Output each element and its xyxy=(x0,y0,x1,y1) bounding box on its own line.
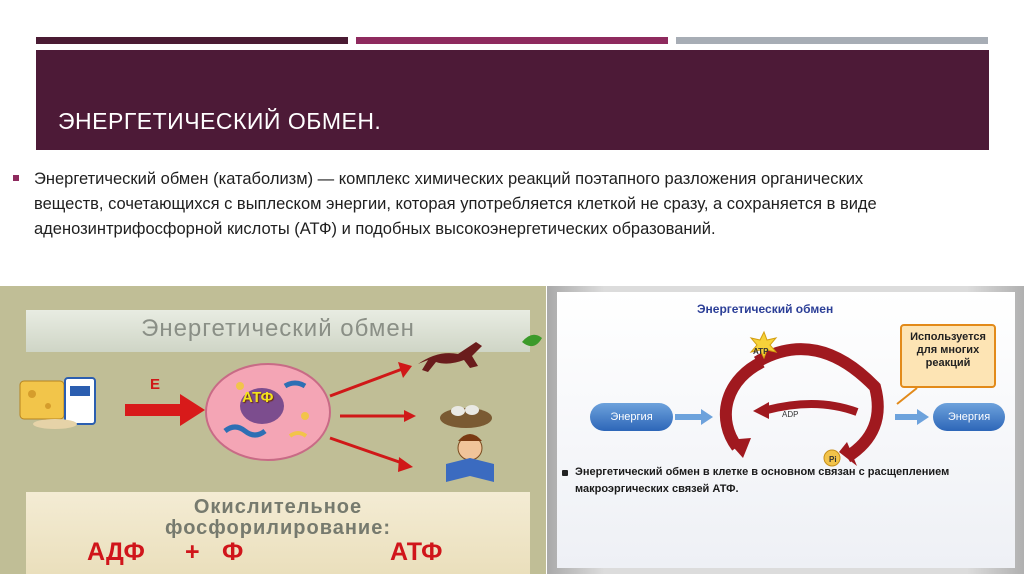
right-panel xyxy=(557,292,1015,568)
adp-label: ADP xyxy=(782,410,799,419)
equation-plus: + xyxy=(185,538,200,566)
top-stripe-accent xyxy=(356,37,668,44)
subtitle-line-2: фосфорилирование: xyxy=(164,517,392,539)
pi-label: Pi xyxy=(829,455,837,464)
callout-pointer xyxy=(897,388,917,404)
title-bar xyxy=(36,50,989,150)
body-paragraph: Энергетический обмен (катаболизм) — комплекс химических реакций поэтапного разложения органических веществ, сочетающихся с выплеском энергии, которая употребляется клеткой не сразу, а сохраняется в виде аденозинтрифосфорной кислоты (АТФ) и подобных высокоэнергетических образований. xyxy=(34,170,877,238)
equation-panel xyxy=(26,492,530,574)
callout-line-1: Используется xyxy=(910,331,986,343)
energy-in-pill: Энергия xyxy=(590,403,673,431)
energy-arrow-icon xyxy=(125,394,205,426)
equation-atp: АТФ xyxy=(390,538,443,566)
arrow-to-animal xyxy=(330,368,405,396)
equation-phosphate: Ф xyxy=(222,538,244,566)
leaf-icon xyxy=(522,335,542,346)
right-illustration xyxy=(547,286,1024,574)
energy-out-pill: Энергия xyxy=(933,403,1005,431)
cell-atp-label: АТФ xyxy=(242,389,274,406)
arrow-to-reader xyxy=(330,438,405,464)
cycle-inner-arrow xyxy=(767,404,857,412)
callout-line-2: для многих xyxy=(916,344,980,356)
callout-box xyxy=(900,324,996,388)
animal-icon xyxy=(418,342,482,372)
bullet-marker xyxy=(13,175,19,181)
top-stripe-gray xyxy=(676,37,988,44)
caption-bullet xyxy=(562,470,568,476)
right-heading: Энергетический обмен xyxy=(697,302,834,316)
top-stripe-dark xyxy=(36,37,348,44)
cycle-arc-left xyxy=(726,362,762,447)
left-heading: Энергетический обмен xyxy=(141,315,415,342)
food-icon xyxy=(20,378,95,429)
subtitle-line-1: Окислительное xyxy=(193,496,363,518)
reader-icon xyxy=(446,434,494,482)
energy-label: Е xyxy=(150,376,161,393)
slide-title: ЭНЕРГЕТИЧЕСКИЙ ОБМЕН. xyxy=(58,108,382,134)
callout-line-3: реакций xyxy=(925,357,971,369)
equation-adp: АДФ xyxy=(87,538,145,566)
cell-icon xyxy=(206,364,330,460)
left-illustration xyxy=(0,286,546,574)
atp-label: ATP xyxy=(753,347,769,356)
right-caption: Энергетический обмен в клетке в основном связан с расщеплением макроэргических связей АТФ. xyxy=(575,466,950,495)
